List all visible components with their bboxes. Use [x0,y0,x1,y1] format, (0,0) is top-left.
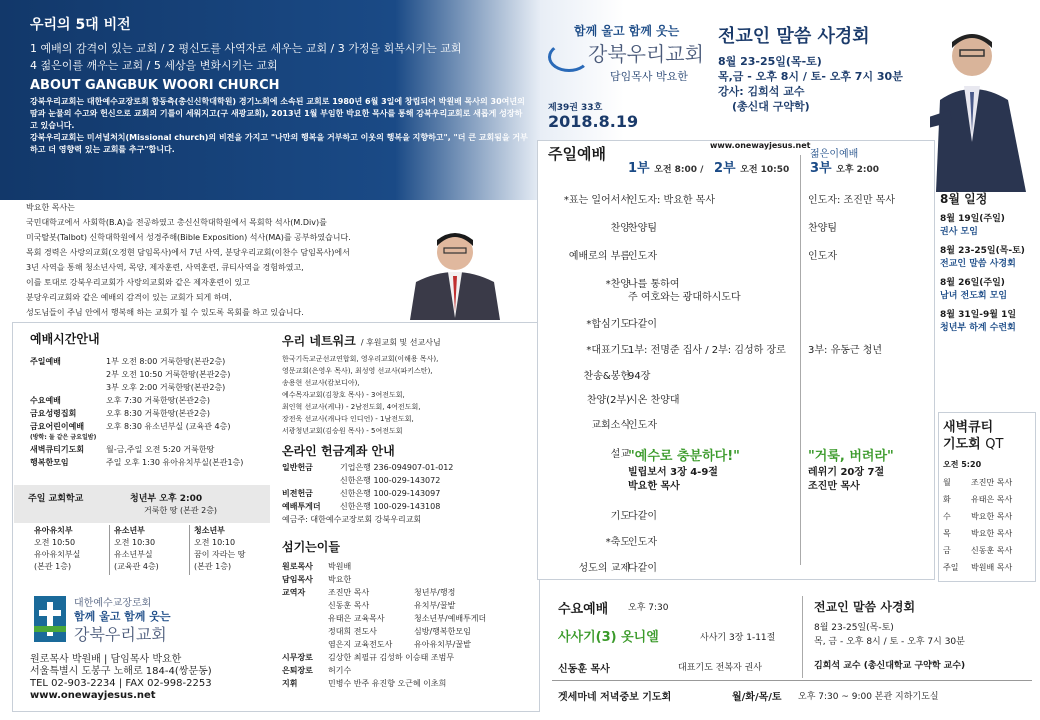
servers-title: 섬기는이들 [282,540,340,554]
wed-seminar-line: 목, 금 - 오후 8시 / 토 - 오후 7시 30분 [814,637,965,647]
order-row: *축도 인도자 [605,537,657,548]
giving-row: 예배투게더 신한은행 100-029-143108 [282,502,441,511]
pastor-photo [400,222,510,320]
sermon-preacher: 조진만 목사 [808,481,860,492]
about-paragraph: 강북우리교회는 대한예수교장로회 합동측(총신신학대학원) 경기노회에 소속된 교회로 1980년 6월 3일에 창립되어 박원배 목사의 30여년의 땀과 눈물의 수고와 헌신으로 교회의 기틀이 세워지고(구 새광교회), 2013년 1월 부임한 박요한 목사를 통해 강북우리교회로 새롭게 성장하고 있습니다. [30,97,525,130]
worship-time-row: (방학: 둘 같은 금요일밤) [30,434,97,441]
vision-line: 4 젊은이를 깨우는 교회 / 5 세상을 변화시키는 교회 [30,59,278,72]
network-line: 서광청년교회(김승원 목사) - 5여전도회 [282,427,403,435]
logo-name: 강북우리교회 [588,42,704,66]
gethsemane-title: 겟세마네 저녁중보 기도회 [558,692,672,703]
event-date: 8월 26일(주일) [940,278,1005,288]
network-line: 송용현 선교사(캄보디아), [282,379,360,387]
bio-line: 성도님들이 주님 안에서 행복해 하는 교회가 될 수 있도록 목회를 하고 있습니다. [26,308,304,317]
order-row: 예배로의 부름 인도자 인도자 [568,251,837,262]
wed-title: 수요예배 [558,602,609,617]
divider [552,680,1032,681]
church-slogan: 함께 울고 함께 웃는 [74,610,171,623]
event-name: 청년부 하계 수련회 [940,323,1016,333]
servers-section [282,538,532,690]
event-name: 남녀 전도회 모임 [940,291,1008,301]
bio-line: 이를 토대로 강북우리교회가 사랑의교회와 같은 제자훈련이 있고 [26,278,250,287]
sunday-website[interactable]: www.onewayjesus.net [710,141,811,150]
wed-reference: 사사기 3장 1-11절 [700,633,776,643]
giving-row: 비전헌금 신한은행 100-029-143097 [282,489,441,498]
order-row: 성도의 교제 다같이 [578,563,657,574]
order-row: 찬송&봉헌 94장 [583,371,651,382]
school-column: 청소년부 오전 10:10 꿈이 자라는 땅 (본관 1층) [194,526,246,571]
event-date: 8월 23-25일(목-토) [940,246,1025,256]
qt-box [938,412,1036,582]
sunday-title: 주일예배 [548,145,606,163]
order-row: 기도 다같이 [610,511,657,522]
network-line: 예수목자교회(김창호 목사) - 3여전도회, [282,391,405,399]
bio-line: 목회 경력은 사랑의교회(오정현 담임목사)에서 7년 사역, 분당우리교회(이찬수 담임목사)에서 [26,248,350,257]
issue-number: 제39권 33호 [548,103,603,113]
network-section [282,330,532,437]
wed-sermon: 사사기(3) 옷니엘 [558,630,659,645]
order-row: *찬양 나를 통하여 주 여호와는 광대하시도다 [605,279,741,303]
cross-logo-icon [34,596,66,642]
logo-slogan: 함께 울고 함께 웃는 [574,24,680,38]
august-schedule [940,190,1036,350]
order-row: 찬양 찬양팀 찬양팀 [610,223,837,234]
worship-time-row: 3부 오후 2:00 거룩한땅(본관2층) [106,383,226,392]
seminar-line: 목,금 - 오후 8시 / 토- 오후 7시 30분 [718,70,903,83]
network-list [282,353,532,437]
church-logo-footer [30,592,280,652]
wednesday-section [552,590,1032,720]
qt-row: 화 유태은 목사 [943,495,1013,504]
vision-line: 1 예배의 감격이 있는 교회 / 2 평신도를 사역자로 세우는 교회 / 3 가정을 회복시키는 교회 [30,42,462,55]
worship-times [30,330,280,469]
worship-time-row: 2부 오전 10:50 거룩한땅(본관2층) [106,370,231,379]
wed-seminar-title: 전교인 말씀 사경회 [814,600,916,614]
order-row: *합심기도 다같이 [586,319,657,330]
server-row: 염은지 교육전도사 유아유치부/꿀밭 [328,640,471,649]
third-service-time: 3부 오후 2:00 [810,161,880,176]
divider [802,596,803,678]
server-row: 지휘 민병수 반주 유진향 오근혜 이초희 [282,679,447,688]
gethsemane-days: 월/화/목/토 [732,692,782,703]
qt-time: 오전 5:20 [943,460,982,469]
seminar-line: (총신대 구약학) [732,100,810,113]
youth-place: 거룩한 땅 (본관 2층) [144,506,218,515]
logo-pastor: 담임목사 박요한 [610,70,688,83]
sermon-row: 설교 "예수로 충분하다!" 빌립보서 3장 4-9절 박요한 목사 "거룩, 버려라" 레위기 20장 7절 조진만 목사 [538,445,934,505]
school-column: 유소년부 오전 10:30 유소년부실 (교육관 4층) [110,525,190,575]
server-row: 유태은 교육목사 청소년부/예배투게더 [328,614,487,623]
seminar-banner [718,22,958,114]
youth-time: 청년부 오후 2:00 [130,494,203,504]
wed-time: 오후 7:30 [628,603,669,613]
giving-row: 신한은행 100-029-143072 [340,476,441,485]
giving-holder: 예금주: 대한예수교장로회 강북우리교회 [282,515,422,524]
server-row: 신동훈 목사 유치부/꿀밭 [328,601,456,610]
qt-title: 새벽큐티 [943,420,994,435]
order-row: *대표기도 1부: 전명준 집사 / 2부: 김성하 장로 3부: 유동근 청년 [586,345,883,356]
school-columns [30,525,270,575]
server-row: 은퇴장로 허기수 [282,666,352,675]
seminar-line: 8월 23-25일(목-토) [718,55,822,68]
sermon-title: "예수로 충분하다!" [628,449,740,464]
august-title: 8월 일정 [940,192,988,206]
sermon-reference: 레위기 20장 7절 [808,467,885,478]
school-column: 유아유치부 오전 10:50 유아유치부실 (본관 1층) [30,525,110,575]
seminar-title: 전교인 말씀 사경회 [718,26,870,47]
worship-time-row: 주일예배 1부 오전 8:00 거룩한땅(본관2층) [30,357,226,366]
server-row: 원로목사 박원배 [282,562,352,571]
event-date: 8월 31일-9월 1일 [940,310,1017,320]
bio-line: 박요한 목사는 [26,203,75,212]
wed-prayer: 대표기도 전복자 권사 [678,663,762,673]
qt-row: 수 박요한 목사 [943,512,1013,521]
wed-seminar-line: 김희석 교수 (총신대학교 구약학 교수) [814,661,966,671]
network-line: 영문교회(은영우 목사), 최성영 선교사(파키스탄), [282,367,433,375]
address-line: TEL 02-903-2234 | FAX 02-998-2253 [30,678,212,689]
qt-row: 목 박요한 목사 [943,529,1013,538]
event-date: 8월 19일(주일) [940,214,1005,224]
network-line: 장전욱 선교사(캐나다 인디언) - 1남전도회, [282,415,414,423]
sunday-service-panel [537,140,935,580]
worship-time-row: 행복한모임 주일 오후 1:30 유아유치부실(본관1층) [30,458,244,467]
server-row: 시무장로 김상한 최필규 김성하 이승태 조범무 [282,653,455,662]
bio-line: 미국탈봇(Talbot) 신학대학원에서 성경주해(Bible Exposition) 석사(MA)를 공부하였습니다. [26,233,351,242]
sermon-preacher: 박요한 목사 [628,481,680,492]
server-row: 정대희 전도사 심방/행복한모임 [328,627,471,636]
giving-row: 일반헌금 기업은행 236-094907-01-012 [282,463,454,472]
church-logo [548,18,708,88]
worship-times-title: 예배시간안내 [30,332,100,346]
worship-time-row: 금요성령집회 오후 8:30 거룩한땅(본관2층) [30,409,210,418]
giving-title: 온라인 헌금계좌 안내 [282,444,395,458]
church-address [30,654,280,702]
order-row: *표는 일어서서 인도자: 박요한 목사 인도자: 조진만 목사 [563,195,896,206]
swirl-logo-icon [548,42,590,72]
vision-section [30,14,530,74]
speaker-photo [930,22,1030,192]
network-line: 한국기독교군선교연합회, 영우리교회(이해용 목사), [282,355,439,363]
qt-row: 월 조진만 목사 [943,478,1013,487]
bio-line: 국민대학교에서 사회학(B.A)을 전공하였고 총신신학대학원에서 목회학 석사(M.Div)를 [26,218,327,227]
worship-time-row: 수요예배 오후 7:30 거룩한땅(본관2층) [30,396,210,405]
bulletin-date: 2018.8.19 [548,112,639,131]
about-section [30,78,530,156]
address-line: 서울특별시 도봉구 노해로 184-4(쌍문동) [30,666,212,677]
young-service-label: 젊은이예배 [810,149,859,160]
service-times: 1부 오전 8:00 / 2부 오전 10:50 [628,161,790,176]
seminar-line: 강사: 김희석 교수 [718,85,805,98]
worship-time-row: 새벽큐티기도회 월-금,주일 오전 5:20 거룩한땅 [30,445,215,454]
order-row: 찬양(2부) 시온 찬양대 [586,395,680,406]
bio-line: 3년 사역을 통해 청소년사역, 목양, 제자훈련, 사역훈련, 큐티사역을 경험하였고, [26,263,304,272]
server-row: 교역자 조진만 목사 청년부/행정 [282,588,456,597]
event-name: 전교인 말씀 사경회 [940,259,1016,269]
qt-title: 기도회 QT [943,437,1004,452]
church-website[interactable]: www.onewayjesus.net [30,690,156,701]
church-name: 강북우리교회 [74,625,167,644]
qt-row: 금 신동훈 목사 [943,546,1013,555]
qt-row: 주일 박원배 목사 [943,563,1013,572]
giving-section [282,442,532,526]
address-line: 원로목사 박원배 | 담임목사 박요한 [30,654,182,665]
sunday-school-title: 주일 교회학교 [28,494,84,504]
order-row: 교회소식 인도자 [591,420,657,431]
pastor-bio [26,200,446,320]
sunday-school-header [14,485,270,523]
wed-preacher: 신동훈 목사 [558,664,610,675]
worship-time-row: 금요어린이예배 오후 8:30 유소년부실 (교육관 4층) [30,422,231,431]
gethsemane-time: 오후 7:30 ~ 9:00 본관 지하기도실 [798,692,939,702]
bio-line: 분당우리교회와 같은 예배의 감격이 있는 교회가 되게 하며, [26,293,232,302]
event-name: 권사 모임 [940,227,978,237]
vision-title: 우리의 5대 비전 [30,17,131,33]
sermon-title: "거룩, 버려라" [808,449,894,464]
about-title: ABOUT GANGBUK WOORI CHURCH [30,78,280,93]
network-line: 최인혁 선교사(케냐) - 2남전도회, 4여전도회, [282,403,421,411]
network-subtitle: / 후원교회 및 선교사님 [360,338,441,347]
wed-seminar-line: 8월 23-25일(목-토) [814,623,894,633]
network-title: 우리 네트워크 [282,334,356,348]
sermon-reference: 빌립보서 3장 4-9절 [628,467,718,478]
denomination: 대한예수교장로회 [74,598,152,609]
server-row: 담임목사 박요한 [282,575,352,584]
about-paragraph: 강북우리교회는 미셔널처치(Missional church)의 비전을 가지고 "나만의 행복을 거부하고 이웃의 행복을 지향하고", "더 큰 교회됨을 거부하고 더 영향력 있는 교회를 추구"합니다. [30,133,528,154]
